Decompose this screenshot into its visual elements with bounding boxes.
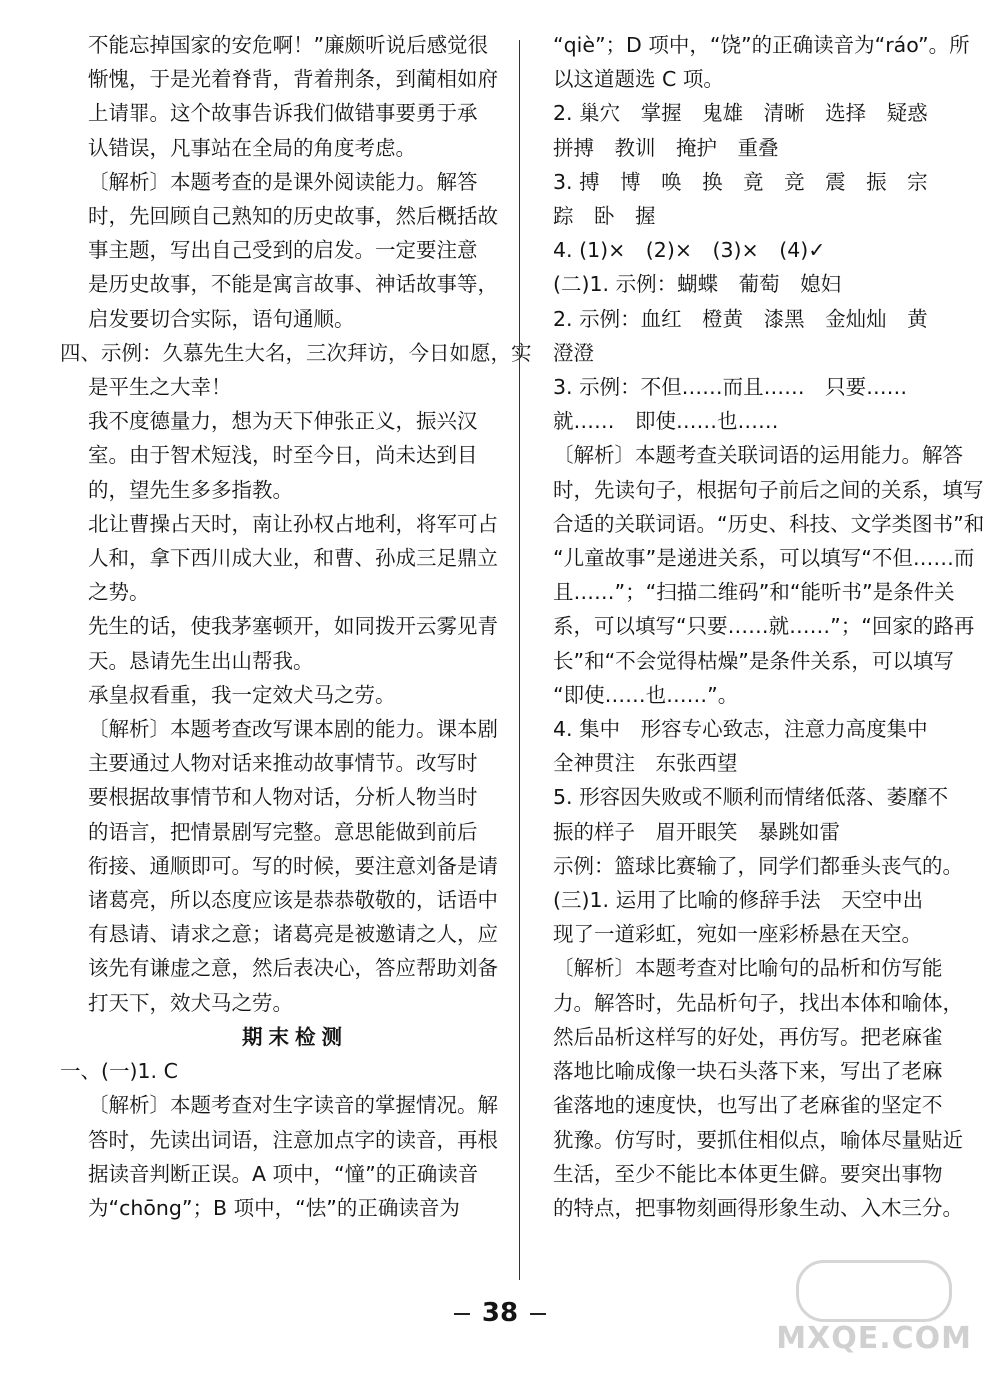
text-line: 室。由于智术短浅，时至今日，尚未达到目 (88, 443, 478, 468)
text-line: 的，望先生多多指教。 (88, 477, 293, 502)
text-line: 先生的话，使我茅塞顿开，如同拨开云雾见青 (88, 614, 498, 639)
text-line: 据读音判断正误。A 项中，“憧”的正确读音 (88, 1161, 479, 1186)
analysis-line: 〔解析〕本题考查关联词语的运用能力。解答 (553, 443, 963, 468)
text-line: 该先有谦虚之意，然后表决心，答应帮助刘备 (88, 956, 498, 981)
text-line: 4. 集中 形容专心致志，注意力高度集中 (553, 717, 928, 742)
text-line: (三)1. 运用了比喻的修辞手法 天空中出 (553, 888, 924, 913)
text-line: 惭愧，于是光着脊背，背着荆条，到蔺相如府 (88, 67, 498, 92)
text-line: (二)1. 示例：蝴蝶 葡萄 媳妇 (553, 272, 842, 297)
text-line: 上请罪。这个故事告诉我们做错事要勇于承 (88, 101, 478, 126)
text-line: 生活，至少不能比本体更生僻。要突出事物 (553, 1161, 943, 1186)
text-line: 要根据故事情节和人物对话，分析人物当时 (88, 785, 478, 810)
analysis-line: 〔解析〕本题考查改写课本剧的能力。课本剧 (88, 717, 498, 742)
text-line: 系，可以填写“只要……就……”；“回家的路再 (553, 614, 975, 639)
section-title: 期末检测 (242, 1024, 348, 1049)
left-column (60, 28, 532, 1225)
text-line: 5. 形容因失败或不顺利而情绪低落、萎靡不 (553, 785, 949, 810)
text-line: 答时，先读出词语，注意加点字的读音，再根 (88, 1127, 498, 1152)
text-line: 北让曹操占天时，南让孙权占地利，将军可占 (88, 511, 498, 536)
page-number-text: 38 (481, 1298, 519, 1328)
text-line: 犹豫。仿写时，要抓住相似点，喻体尽量贴近 (553, 1127, 963, 1152)
question-one-line: 一、(一)1. C (60, 1059, 178, 1084)
text-line: 就…… 即使……也…… (553, 409, 779, 434)
text-line: 衔接、通顺即可。写的时候，要注意刘备是请 (88, 853, 498, 878)
text-line: 2. 巢穴 掌握 鬼雄 清晰 选择 疑惑 (553, 101, 928, 126)
text-line: 全神贯注 东张西望 (553, 751, 738, 776)
text-line: 3. 示例：不但……而且…… 只要…… (553, 375, 908, 400)
text-line: 的语言，把情景剧写完整。意思能做到前后 (88, 819, 478, 844)
text-line: “qiè”；D 项中，“饶”的正确读音为“ráo”。所 (553, 33, 970, 57)
text-line: 且……”；“扫描二维码”和“能听书”是条件关 (553, 580, 955, 605)
text-line: 时，先读句子，根据句子前后之间的关系，填写 (553, 477, 984, 502)
text-line: 然后品析这样写的好处，再仿写。把老麻雀 (553, 1024, 943, 1049)
text-line: “即使……也……”。 (553, 682, 739, 707)
text-line: 打天下，效犬马之劳。 (88, 990, 293, 1015)
text-line: 3. 搏 博 唤 换 竟 竞 震 振 宗 (553, 169, 928, 194)
text-line: 现了一道彩虹，宛如一座彩桥悬在天空。 (553, 922, 922, 947)
text-line: 的特点，把事物刻画得形象生动、入木三分。 (553, 1195, 963, 1220)
text-line: 之势。 (88, 580, 150, 605)
text-line: 不能忘掉国家的安危啊！”廉颇听说后感觉很 (88, 33, 489, 57)
text-line: 拼搏 教训 掩护 重叠 (553, 135, 779, 160)
text-line: 为“chōng”；B 项中，“怯”的正确读音为 (88, 1195, 460, 1220)
text-line: 振的样子 眉开眼笑 暴跳如雷 (553, 819, 840, 844)
text-line: 澄澄 (553, 340, 594, 365)
text-line: 是历史故事，不能是寓言故事、神话故事等， (88, 272, 498, 297)
text-line: 天。恳请先生出山帮我。 (88, 648, 314, 673)
text-line: 落地比喻成像一块石头落下来，写出了老麻 (553, 1059, 943, 1084)
question-four-line: 四、示例：久慕先生大名，三次拜访，今日如愿，实 (60, 340, 532, 365)
text-line: 诸葛亮，所以态度应该是恭恭敬敬的，话语中 (88, 888, 498, 913)
text-line: 2. 示例：血红 橙黄 漆黑 金灿灿 黄 (553, 306, 928, 331)
text-line: “儿童故事”是递进关系，可以填写“不但……而 (553, 546, 975, 571)
text-line: 力。解答时，先品析句子，找出本体和喻体， (553, 990, 963, 1015)
text-line: 事主题，写出自己受到的启发。一定要注意 (88, 238, 478, 263)
dash-decoration (454, 1313, 470, 1315)
text-line: 合适的关联词语。“历史、科技、文学类图书”和 (553, 511, 985, 536)
analysis-line: 〔解析〕本题考查对比喻句的品析和仿写能 (553, 956, 943, 981)
text-line: 主要通过人物对话来推动故事情节。改写时 (88, 751, 478, 776)
text-line: 人和，拿下西川成大业，和曹、孙成三足鼎立 (88, 546, 498, 571)
analysis-line: 〔解析〕本题考查对生字读音的掌握情况。解 (88, 1093, 498, 1118)
watermark-logo (776, 1246, 972, 1356)
text-line: 长”和“不会觉得枯燥”是条件关系，可以填写 (553, 648, 954, 673)
text-line: 雀落地的速度快，也写出了老麻雀的坚定不 (553, 1093, 943, 1118)
analysis-line: 〔解析〕本题考查的是课外阅读能力。解答 (88, 169, 478, 194)
text-line: 时，先回顾自己熟知的历史故事，然后概括故 (88, 204, 498, 229)
text-line: 示例：篮球比赛输了，同学们都垂头丧气的。 (553, 853, 963, 878)
column-divider (519, 40, 520, 1280)
text-line: 认错误，凡事站在全局的角度考虑。 (88, 135, 416, 160)
text-line: 启发要切合实际，语句通顺。 (88, 306, 355, 331)
text-line: 踪 卧 握 (553, 204, 656, 229)
text-line: 4. (1)× (2)× (3)× (4)✓ (553, 238, 826, 263)
text-line: 有恳请、请求之意；诸葛亮是被邀请之人，应 (88, 922, 498, 947)
text-line: 是平生之大幸！ (88, 375, 232, 400)
text-line: 我不度德量力，想为天下伸张正义，振兴汉 (88, 409, 478, 434)
text-line: 承皇叔看重，我一定效犬马之劳。 (88, 682, 396, 707)
right-column (553, 28, 985, 1225)
text-line: 以这道题选 C 项。 (553, 67, 724, 92)
watermark-badge-shape (796, 1260, 952, 1322)
watermark-text: MXQE.COM (776, 1321, 972, 1356)
dash-decoration (530, 1313, 546, 1315)
